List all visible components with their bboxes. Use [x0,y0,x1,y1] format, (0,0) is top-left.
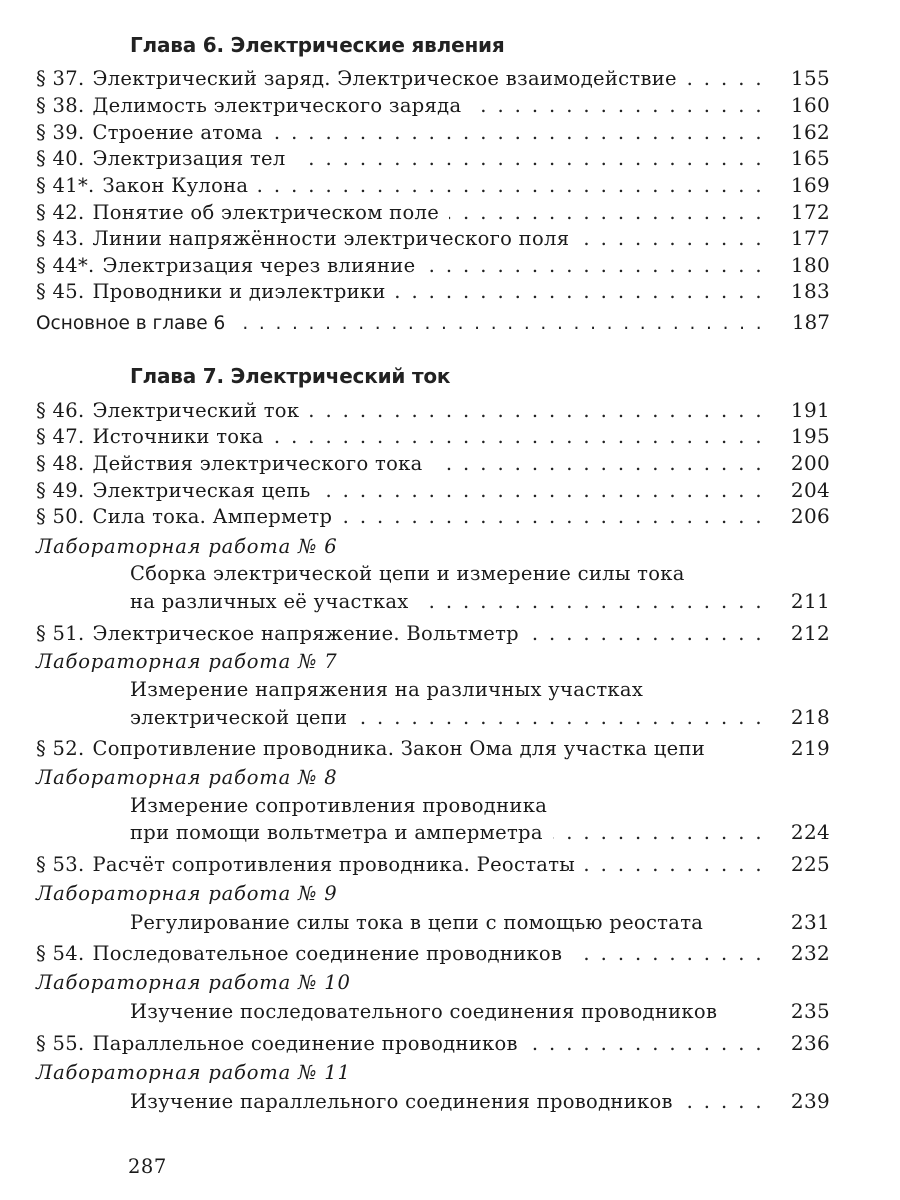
toc-entry[interactable] [36,253,830,280]
page-number: 180 [790,253,830,277]
section-number: § 50. [36,505,85,528]
leader-dots [585,853,764,876]
section-title: Линии напряжённости электрического поля [92,227,570,250]
leader-dots [471,94,764,117]
lab-work-label: Лабораторная работа № 7 [36,650,338,673]
section-number: § 55. [36,1032,85,1055]
page-number: 172 [790,200,830,224]
page-number: 155 [790,66,830,90]
toc-entry-summary[interactable] [36,310,830,337]
section-title: Электрический заряд. Электрическое взаимодействие [92,67,677,90]
lab-work-title: электрической цепи [130,706,348,729]
section-number: § 42. [36,201,85,224]
page-number: 204 [790,478,830,502]
page-number: 232 [790,941,830,965]
section-number: § 43. [36,227,85,250]
page-number: 165 [790,146,830,170]
section-number: § 54. [36,942,85,965]
toc-entry[interactable] [36,200,830,227]
leader-dots [425,254,764,277]
toc-entry[interactable] [36,93,830,120]
chapter-6-title: Глава 6. Электрические явления [130,33,505,57]
leader-dots [433,452,764,475]
page-number: 206 [790,504,830,528]
toc-entry-lab[interactable] [130,820,830,847]
leader-dots [683,1090,764,1113]
page-number: 183 [790,279,830,303]
lab-work-title: на различных её участках [130,590,409,613]
section-number: § 47. [36,425,85,448]
lab-work-title: Изучение параллельного соединения проводников [130,1090,673,1113]
leader-dots [529,622,764,645]
page-number: 231 [790,910,830,934]
toc-entry[interactable] [36,398,830,425]
lab-work-label: Лабораторная работа № 6 [36,535,338,558]
leader-dots [572,942,764,965]
section-number: § 49. [36,479,85,502]
section-number: § 38. [36,94,85,117]
section-title: Действия электрического тока [92,452,423,475]
page-number: 225 [790,852,830,876]
section-title: Закон Кулона [102,174,249,197]
section-title: Понятие об электрическом поле [92,201,440,224]
lab-work-label: Лабораторная работа № 9 [36,882,338,905]
leader-dots [274,425,764,448]
page-number: 218 [790,705,830,729]
section-number: § 53. [36,853,85,876]
toc-entry-lab[interactable] [130,1089,830,1116]
leader-dots [553,821,764,844]
section-number: § 41*. [36,174,95,197]
toc-entry[interactable] [36,120,830,147]
section-number: § 52. [36,737,85,760]
section-number: § 48. [36,452,85,475]
lab-work-title-line [130,562,830,589]
page-number: 162 [790,120,830,144]
toc-entry[interactable] [36,621,830,648]
section-number: § 46. [36,399,85,422]
leader-dots [419,590,764,613]
page-number: 224 [790,820,830,844]
lab-work-title: Измерение сопротивления проводника [130,794,548,817]
leader-dots [235,313,764,334]
footer-page-number: 287 [128,1155,167,1178]
lab-work-title: Регулирование силы тока в цепи с помощью реостата [130,911,704,934]
toc-entry[interactable] [36,504,830,531]
section-title: Электризация через влияние [102,254,416,277]
leader-dots [296,147,764,170]
leader-dots [357,706,764,729]
section-title: Проводники и диэлектрики [92,280,386,303]
section-number: § 37. [36,67,85,90]
section-number: § 44*. [36,254,95,277]
page-number: 219 [790,736,830,760]
section-title: Сила тока. Амперметр [92,505,333,528]
toc-entry[interactable] [36,279,830,306]
lab-work-title-line [130,794,830,821]
section-title: Параллельное соединение проводников [92,1032,518,1055]
section-title: Электрическое напряжение. Вольтметр [92,622,519,645]
lab-work-title: Изучение последовательного соединения проводников [130,1000,718,1023]
section-title: Электрическая цепь [92,479,311,502]
lab-work-title: Измерение напряжения на различных участках [130,678,644,701]
page-number: 235 [790,999,830,1023]
section-number: § 45. [36,280,85,303]
toc-entry[interactable] [36,451,830,478]
leader-dots [309,399,764,422]
toc-entry[interactable] [36,66,830,93]
toc-entry[interactable] [36,941,830,968]
page-number: 200 [790,451,830,475]
summary-title: Основное в главе 6 [36,313,226,334]
leader-dots [258,174,764,197]
lab-work-label: Лабораторная работа № 11 [36,1061,351,1084]
toc-entry[interactable] [36,226,830,253]
lab-work-label: Лабораторная работа № 10 [36,971,351,994]
toc-entry[interactable] [36,852,830,879]
page-number: 211 [790,589,830,613]
lab-work-label: Лабораторная работа № 8 [36,766,338,789]
chapter-7-title: Глава 7. Электрический ток [130,364,451,388]
toc-entry[interactable] [36,173,830,200]
section-title: Расчёт сопротивления проводника. Реостаты [92,853,576,876]
leader-dots [273,121,764,144]
section-title: Последовательное соединение проводников [92,942,563,965]
section-title: Электризация тел [92,147,286,170]
leader-dots [528,1032,764,1055]
section-number: § 39. [36,121,85,144]
toc-entry[interactable] [36,1031,830,1058]
page-number: 236 [790,1031,830,1055]
leader-dots [342,505,764,528]
section-number: § 51. [36,622,85,645]
lab-work-title: при помощи вольтметра и амперметра [130,821,543,844]
leader-dots [579,227,764,250]
page-number: 195 [790,424,830,448]
toc-entry[interactable] [36,146,830,173]
toc-entry-lab[interactable] [130,705,830,732]
lab-work-title: Сборка электрической цепи и измерение силы тока [130,562,685,585]
page-number: 169 [790,173,830,197]
lab-work-title-line [130,678,830,705]
section-title: Сопротивление проводника. Закон Ома для участка цепи [92,737,706,760]
page-number: 239 [790,1089,830,1113]
section-title: Источники тока [92,425,264,448]
toc-entry-lab[interactable] [130,910,830,937]
leader-dots [321,479,764,502]
section-title: Делимость электрического заряда [92,94,462,117]
section-number: § 40. [36,147,85,170]
page-number: 212 [790,621,830,645]
page-number: 160 [790,93,830,117]
toc-entry[interactable] [36,424,830,451]
toc-entry[interactable] [36,736,830,763]
toc-entry[interactable] [36,478,830,505]
page-number: 177 [790,226,830,250]
leader-dots [396,280,764,303]
toc-entry-lab[interactable] [130,999,830,1026]
leader-dots [449,201,764,224]
section-title: Электрический ток [92,399,300,422]
page-number: 187 [791,310,830,334]
toc-entry-lab[interactable] [130,589,830,616]
section-title: Строение атома [92,121,263,144]
leader-dots [687,67,764,90]
page-number: 191 [790,398,830,422]
